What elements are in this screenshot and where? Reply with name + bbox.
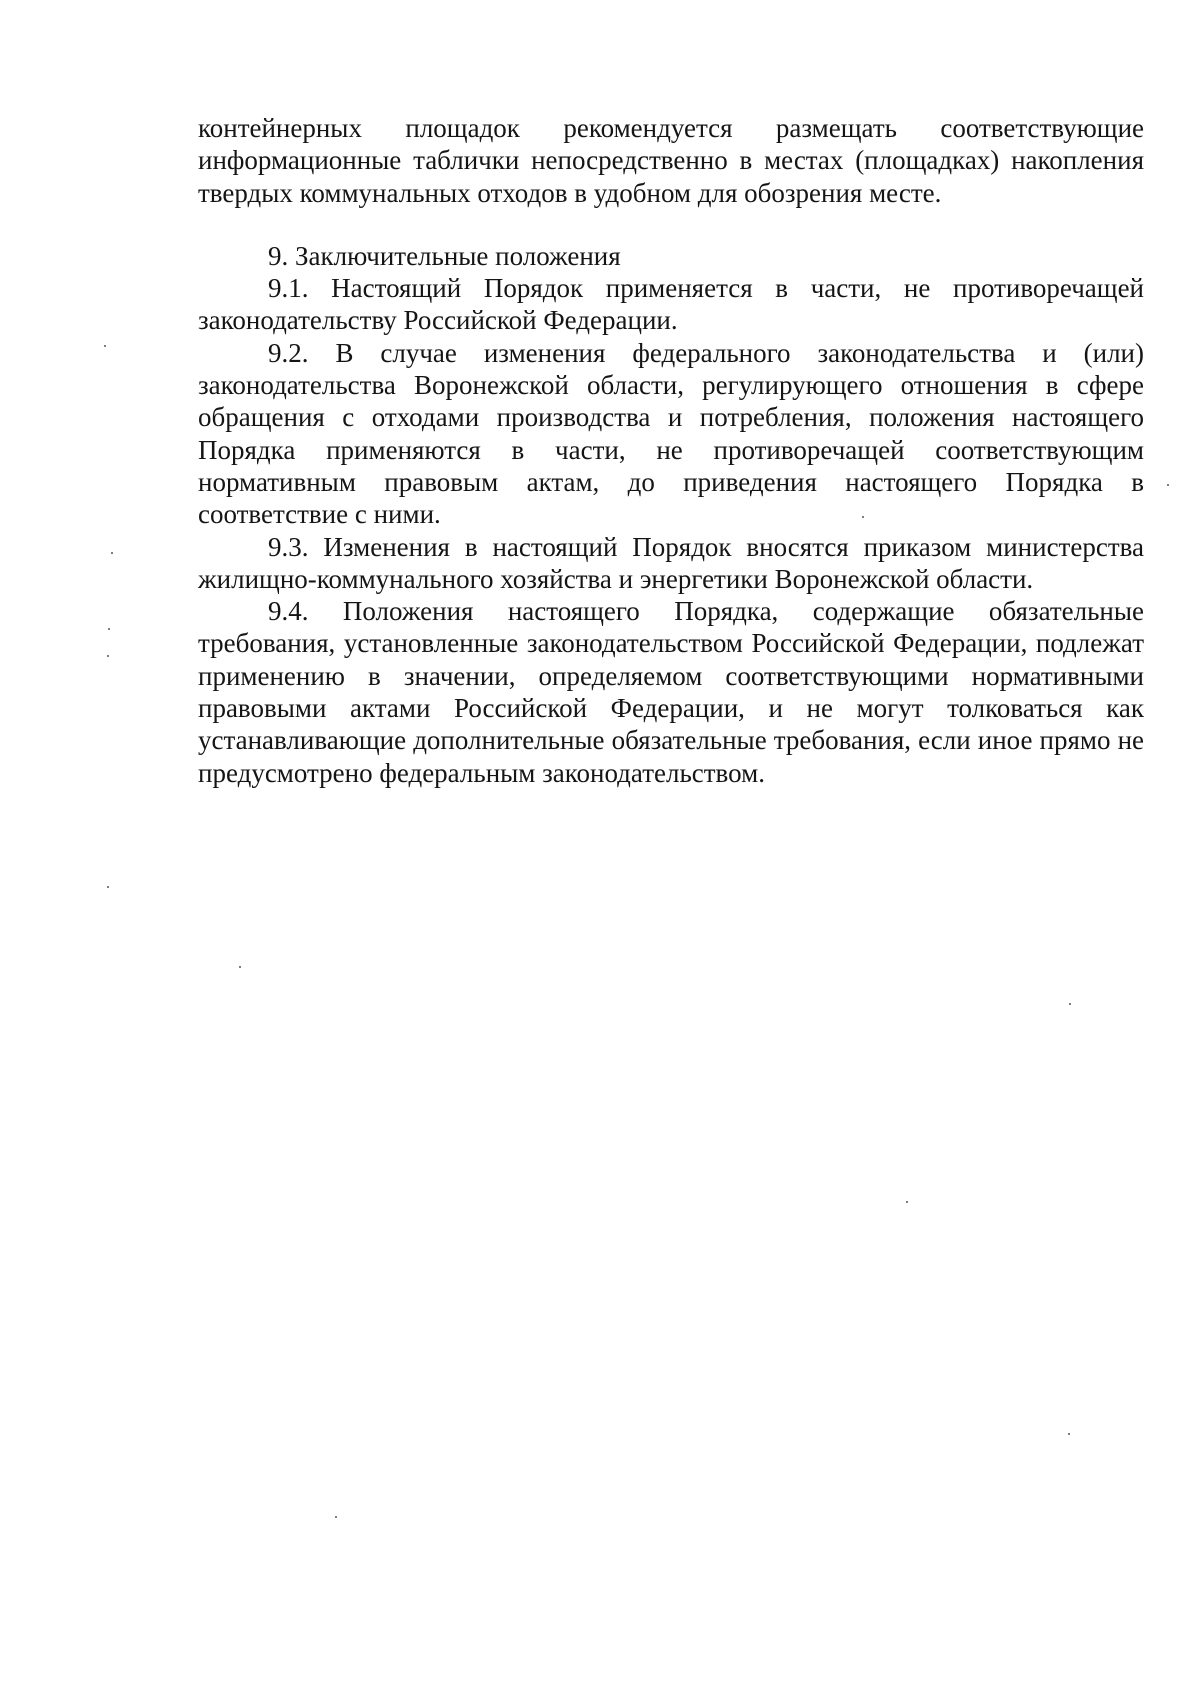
intro-paragraph: контейнерных площадок рекомендуется размещать соответствующие информационные таблички непосредственно в местах (площадках) накопления твердых коммунальных отходов в удобном для обозрения месте.: [198, 113, 1144, 208]
scan-speck: [108, 628, 110, 630]
scan-speck: [335, 1516, 337, 1518]
scan-speck: [111, 552, 113, 554]
section-title: 9. Заключительные положения: [268, 240, 621, 271]
scan-speck: [239, 966, 241, 968]
scan-speck: [1068, 1433, 1070, 1435]
scan-speck: [104, 345, 106, 347]
scan-speck: [107, 655, 109, 657]
scan-speck: [862, 516, 864, 518]
clause-9-2: 9.2. В случае изменения федерального законодательства и (или) законодательства Воронежской области, регулирующего отношения в сфере обращения с отходами производства и потребления, положения настоящего Порядка применяются в части, не противоречащей соответствующим нормативным правовым актам, до приведения настоящего Порядка в соответствие с ними.: [198, 337, 1144, 530]
clause-9-4: 9.4. Положения настоящего Порядка, содержащие обязательные требования, установленные законодательством Российской Федерации, подлежат применению в значении, определяемом соответствующими нормативными правовыми актами Российской Федерации, и не могут толковаться как устанавливающие дополнительные обязательные требования, если иное прямо не предусмотрено федеральным законодательством.: [198, 596, 1144, 788]
scan-speck: [906, 1201, 908, 1203]
clause-9-1: 9.1. Настоящий Порядок применяется в части, не противоречащей законодательству Российской Федерации.: [198, 273, 1144, 336]
document-body: [198, 112, 1144, 789]
scan-speck: [107, 886, 109, 888]
scan-speck: [1167, 484, 1169, 486]
clause-9-3: 9.3. Изменения в настоящий Порядок вносятся приказом министерства жилищно-коммунального хозяйства и энергетики Воронежской области.: [198, 531, 1144, 594]
scan-speck: [1069, 1003, 1071, 1005]
